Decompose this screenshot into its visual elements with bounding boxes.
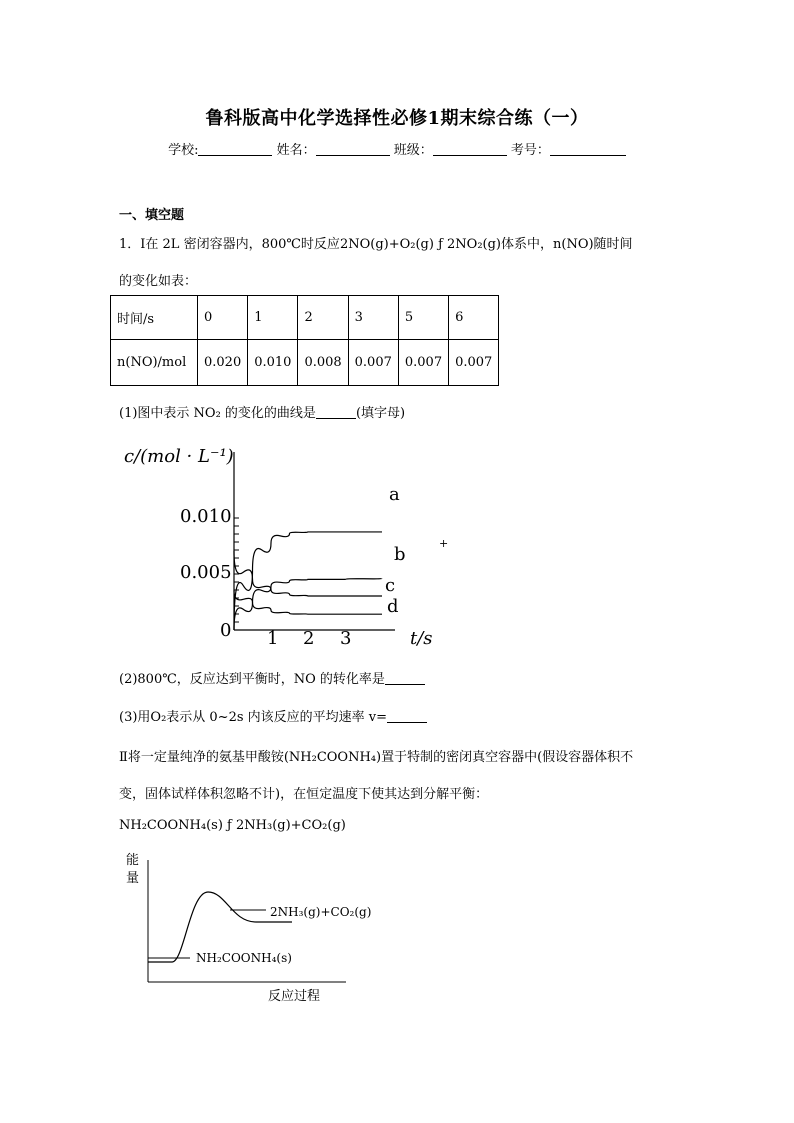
part2-line1: Ⅱ将一定量纯净的氨基甲酸铵(NH₂COONH₄)置于特制的密闭真空容器中(假设容器体积不 xyxy=(119,750,634,765)
x-tick-label: 3 xyxy=(340,628,352,649)
chart-ylabel: c/(mol · L⁻¹) xyxy=(124,446,234,467)
series-a-line xyxy=(234,532,382,630)
reactant-label: NH₂COONH₄(s) xyxy=(196,951,292,965)
class-label: 班级： xyxy=(393,143,433,158)
table-cell: 0.007 xyxy=(398,340,448,386)
series-c-line xyxy=(234,551,382,596)
q1-sub1-tail: (填字母) xyxy=(355,406,406,421)
table-cell: 0.020 xyxy=(198,340,248,386)
table-cell: 1 xyxy=(248,296,298,340)
series-label-d: d xyxy=(387,596,399,617)
y-tick-label: 0.005 xyxy=(180,562,232,583)
table-cell: 6 xyxy=(449,296,499,340)
table-row xyxy=(111,296,499,340)
series-d-line xyxy=(234,590,382,614)
q1-sub3 xyxy=(119,706,427,725)
class-field[interactable] xyxy=(433,142,507,156)
energy-ylabel-2: 量 xyxy=(126,871,140,886)
table-cell: 0.007 xyxy=(449,340,499,386)
number-label: 考号： xyxy=(510,143,550,158)
school-label: 学校: xyxy=(168,143,199,158)
q1-equation: 2NO(g)+O₂(g) ƒ 2NO₂(g) xyxy=(339,237,501,252)
table-header-cell: n(NO)/mol xyxy=(111,340,198,386)
part2-line2: 变，固体试样体积忽略不计)，在恒定温度下使其达到分解平衡： xyxy=(119,787,489,802)
chart-xlabel: t/s xyxy=(410,628,433,649)
energy-ylabel-1: 能 xyxy=(126,853,140,868)
number-field[interactable] xyxy=(550,142,626,156)
name-label: 姓名： xyxy=(276,143,316,158)
page-title: 鲁科版高中化学选择性必修1期末综合练（一） xyxy=(205,108,589,129)
energy-xlabel: 反应过程 xyxy=(268,989,321,1004)
series-label-a: a xyxy=(389,484,400,505)
student-info xyxy=(0,139,794,158)
table-cell: 5 xyxy=(398,296,448,340)
q1-line1 xyxy=(119,233,633,252)
answer-blank[interactable] xyxy=(385,672,425,685)
series-label-c: c xyxy=(385,575,396,596)
q1-intro: 1．Ⅰ在 2L 密闭容器内，800℃时反应 xyxy=(119,237,340,252)
table-cell: 0.008 xyxy=(298,340,348,386)
q1-line2: 的变化如表： xyxy=(119,274,198,289)
series-label-b: b xyxy=(394,544,406,565)
q1-sub1-text: (1)图中表示 NO₂ 的变化的曲线是 xyxy=(119,406,316,421)
q1-sub2 xyxy=(119,668,425,687)
table-cell: 2 xyxy=(298,296,348,340)
q1-sub1 xyxy=(119,402,405,421)
x-tick-label: 2 xyxy=(303,628,315,649)
q1-sub2-text: (2)800℃，反应达到平衡时，NO 的转化率是 xyxy=(119,672,385,687)
series-b-line xyxy=(234,579,382,630)
section-title: 一、填空题 xyxy=(119,208,185,223)
table-header-cell: 时间/s xyxy=(111,296,198,340)
x-tick-label: 1 xyxy=(267,628,279,649)
q1-sub3-text: (3)用O₂表示从 0~2s 内该反应的平均速率 v= xyxy=(119,710,388,725)
answer-blank[interactable] xyxy=(316,406,356,419)
answer-blank[interactable] xyxy=(387,710,427,723)
school-field[interactable] xyxy=(198,142,272,156)
energy-profile-chart xyxy=(118,850,398,1010)
product-label: 2NH₃(g)+CO₂(g) xyxy=(270,905,372,919)
table-cell: 0.007 xyxy=(348,340,398,386)
part2-equation: NH₂COONH₄(s) ƒ 2NH₃(g)+CO₂(g) xyxy=(119,818,346,833)
origin-label: 0 xyxy=(220,620,232,641)
table-cell: 0 xyxy=(198,296,248,340)
q1-intro-tail: 体系中，n(NO)随时间 xyxy=(501,237,633,252)
concentration-chart xyxy=(110,440,450,655)
no-time-table xyxy=(110,295,499,386)
name-field[interactable] xyxy=(316,142,390,156)
y-tick-label: 0.010 xyxy=(180,506,232,527)
table-cell: 3 xyxy=(348,296,398,340)
table-row xyxy=(111,340,499,386)
stray-mark: + xyxy=(439,537,449,550)
table-cell: 0.010 xyxy=(248,340,298,386)
